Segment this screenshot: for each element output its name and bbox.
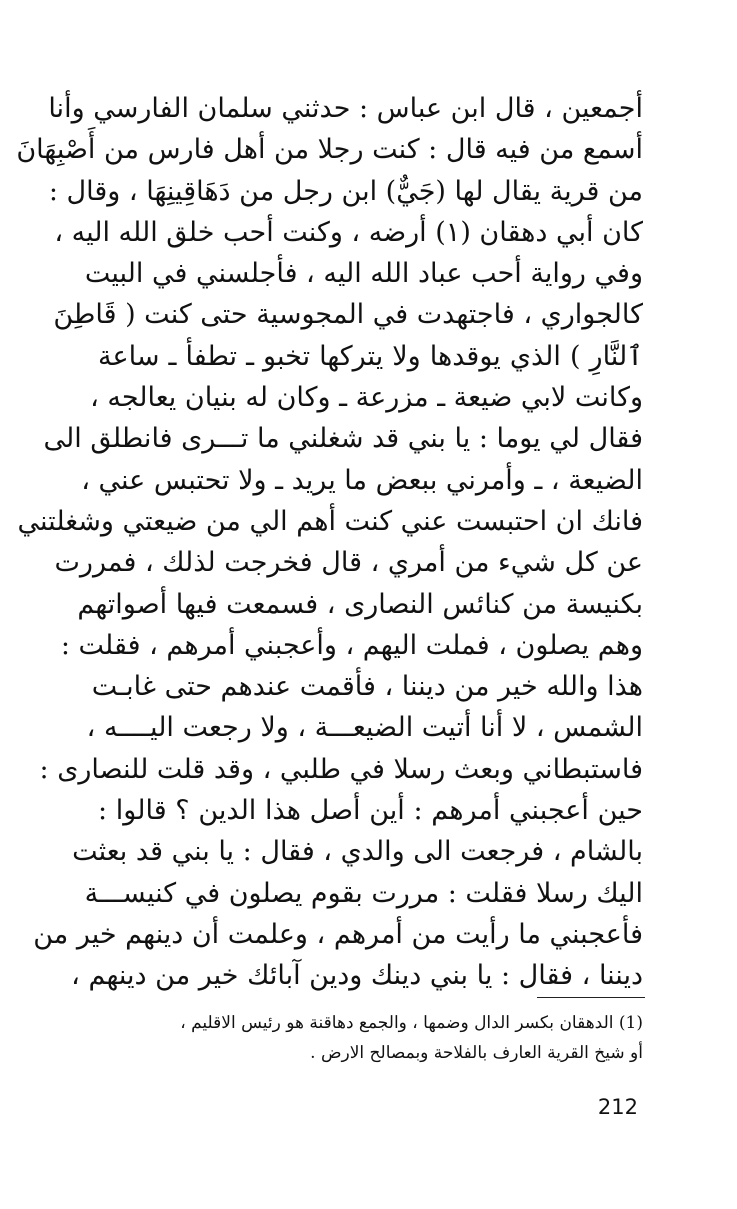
- footnote-line: أو شيخ القرية العارف بالفلاحة وبمصالح الارض .: [310, 1043, 643, 1063]
- text-line: الضيعة ، ـ وأمرني ببعض ما يريد ـ ولا تحتبس عني ،: [81, 464, 643, 496]
- text-line: أجمعين ، قال ابن عباس : حدثني سلمان الفارسي وأنا: [48, 93, 643, 124]
- text-line: فقال لي يوما : يا بني قد شغلني ما تـــرى فانطلق الى: [43, 423, 643, 455]
- text-line: كان أبي دهقان (١) أرضه ، وكنت أحب خلق الله اليه ،: [54, 216, 643, 248]
- text-line: فانك ان احتبست عني كنت أهم الي من ضيعتي وشغلتني: [17, 505, 643, 537]
- text-line: حين أعجبني أمرهم : أين أصل هذا الدين ؟ قالوا :: [98, 795, 643, 827]
- text-line: ديننا ، فقال : يا بني دينك ودين آبائك خير من دينهم ،: [71, 960, 643, 992]
- footnote-divider: [537, 997, 645, 998]
- page-number: 212: [597, 1095, 638, 1119]
- text-line: كالجواري ، فاجتهدت في المجوسية حتى كنت ( قَاطِنَ: [53, 299, 643, 331]
- text-line: فاستبطاني وبعث رسلا في طلبي ، وقد قلت للنصارى :: [39, 753, 643, 785]
- text-line: ٱلنَّارِ ) الذي يوقدها ولا يتركها تخبو ـ تطفأ ـ ساعة: [98, 340, 643, 372]
- footnote-line: (1) الدهقان بكسر الدال وضمها ، والجمع دهاقنة هو رئيس الاقليم ،: [180, 1013, 643, 1033]
- text-line: فأعجبني ما رأيت من أمرهم ، وعلمت أن دينهم خير من: [33, 918, 643, 950]
- text-line: عن كل شيء من أمري ، قال فخرجت لذلك ، فمررت: [54, 547, 643, 579]
- text-line: أسمع من فيه قال : كنت رجلا من أهل فارس من أَصْبِهَانَ: [16, 134, 643, 166]
- footnotes: [98, 1008, 643, 1068]
- text-line: الشمس ، لا أنا أتيت الضيعـــة ، ولا رجعت اليــــه ،: [86, 712, 643, 744]
- text-line: وكانت لابي ضيعة ـ مزرعة ـ وكان له بنيان يعالجه ،: [90, 382, 643, 414]
- text-line: اليك رسلا فقلت : مررت بقوم يصلون في كنيســـة: [84, 877, 643, 909]
- body-text: [16, 88, 643, 997]
- text-line: وهم يصلون ، فملت اليهم ، وأعجبني أمرهم ، فقلت :: [60, 629, 643, 661]
- text-line: بالشام ، فرجعت الى والدي ، فقال : يا بني قد بعثت: [72, 836, 643, 868]
- text-line: وفي رواية أحب عباد الله اليه ، فأجلسني في البيت: [84, 258, 643, 290]
- text-line: هذا والله خير من ديننا ، فأقمت عندهم حتى غابـت: [91, 671, 643, 703]
- text-line: من قرية يقال لها (جَيٌّ) ابن رجل من دَهَاقِينِهَا ، وقال :: [48, 175, 643, 207]
- text-line: بكنيسة من كنائس النصارى ، فسمعت فيها أصواتهم: [77, 588, 643, 620]
